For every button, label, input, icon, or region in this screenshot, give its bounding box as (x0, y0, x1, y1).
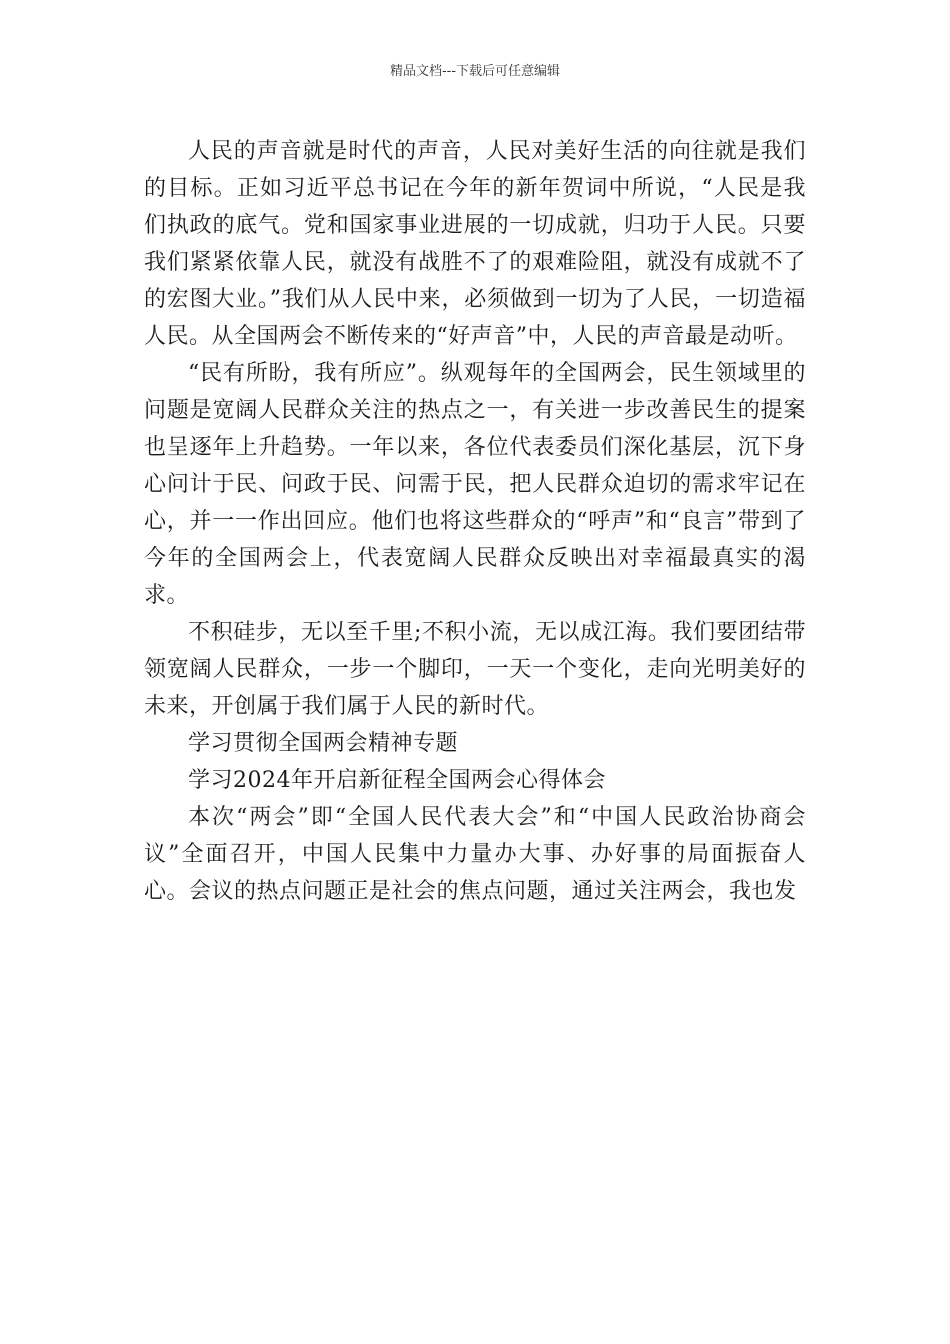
document-body (144, 133, 806, 910)
paragraph-people-voice: 人民的声音就是时代的声音，人民对美好生活的向往就是我们的目标。正如习近平总书记在今年的新年贺词中所说，“人民是我们执政的底气。党和国家事业进展的一切成就，归功于人民。只要我们紧紧依靠人民，就没有战胜不了的艰难险阻，就没有成就不了的宏图大业。”我们从人民中来，必须做到一切为了人民，一切造福人民。从全国两会不断传来的“好声音”中，人民的声音最是动听。 (144, 139, 806, 349)
paragraph-two-sessions: 本次“两会”即“全国人民代表大会”和“中国人民政治协商会议”全面召开，中国人民集中力量办大事、办好事的局面振奋人心。会议的热点问题正是社会的焦点问题，通过关注两会，我也发 (144, 805, 806, 904)
section-title-reflection: 学习2024年开启新征程全国两会心得体会 (188, 768, 606, 793)
section-title-study-topic: 学习贯彻全国两会精神专题 (188, 731, 459, 756)
paragraph-livelihood: “民有所盼，我有所应”。纵观每年的全国两会，民生领域里的问题是宽阔人民群众关注的热点之一，有关进一步改善民生的提案也呈逐年上升趋势。一年以来，各位代表委员们深化基层，沉下身心问计于民、问政于民、问需于民，把人民群众迫切的需求牢记在心，并一一作出回应。他们也将这些群众的“呼声”和“良言”带到了今年的全国两会上，代表宽阔人民群众反映出对幸福最真实的渴求。 (144, 361, 806, 608)
page-header: 精品文档---下载后可任意编辑 (389, 64, 561, 79)
paragraph-perseverance: 不积硅步，无以至千里;不积小流，无以成江海。我们要团结带领宽阔人民群众，一步一个脚印，一天一个变化，走向光明美好的未来，开创属于我们属于人民的新时代。 (144, 620, 806, 719)
